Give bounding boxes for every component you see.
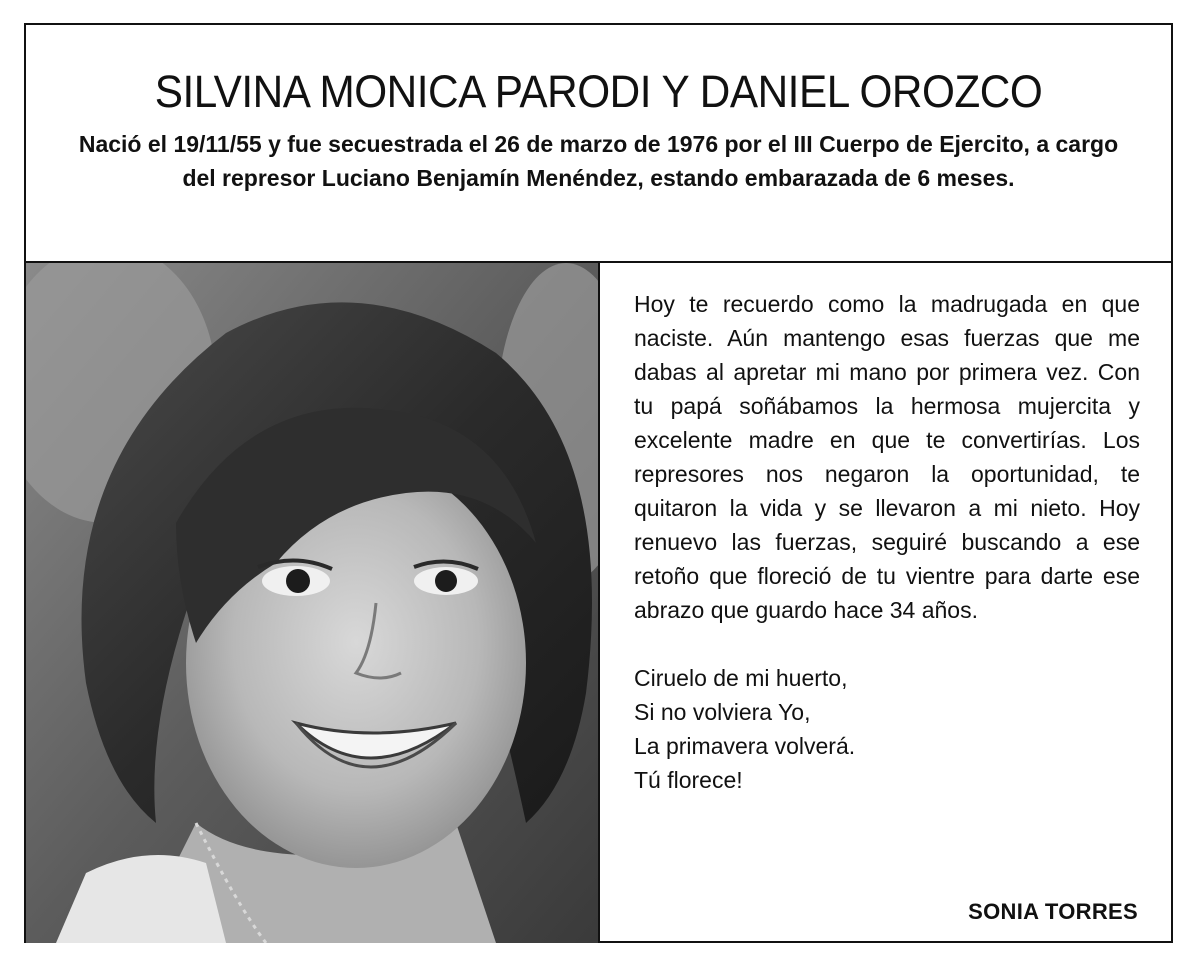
poem-line: Tú florece! [634, 767, 743, 793]
portrait-illustration [26, 263, 598, 943]
poem-line: Ciruelo de mi huerto, [634, 665, 848, 691]
poem-line: Si no volviera Yo, [634, 699, 811, 725]
poem-line: La primavera volverá. [634, 733, 856, 759]
letter-body: Hoy te recuerdo como la madrugada en que naciste. Aún mantengo esas fuerzas que me dabas al apretar mi mano por primera vez. Con tu papá soñábamos la hermosa mujercita y excelente madre en que te convertirías. Los represores nos negaron la oportunidad, te quitaron la vida y se llevaron a mi nieto. Hoy renuevo las fuerzas, seguiré buscando a ese retoño que floreció de tu vientre para darte ese abrazo que guardo hace 34 años. [634, 291, 1140, 623]
signature: SONIA TORRES [968, 899, 1138, 924]
notice-header [26, 25, 1171, 263]
portrait-photo [26, 263, 600, 943]
poem [634, 661, 1140, 797]
notice-subtitle: Nació el 19/11/55 y fue secuestrada el 26 de marzo de 1976 por el III Cuerpo de Ejercito, a cargo del represor Luciano Benjamín Menéndez, estando embarazada de 6 meses. [78, 131, 1119, 191]
notice-title: SILVINA MONICA PARODI Y DANIEL OROZCO [154, 66, 1043, 117]
letter-column [600, 263, 1173, 943]
notice-frame [24, 23, 1173, 943]
